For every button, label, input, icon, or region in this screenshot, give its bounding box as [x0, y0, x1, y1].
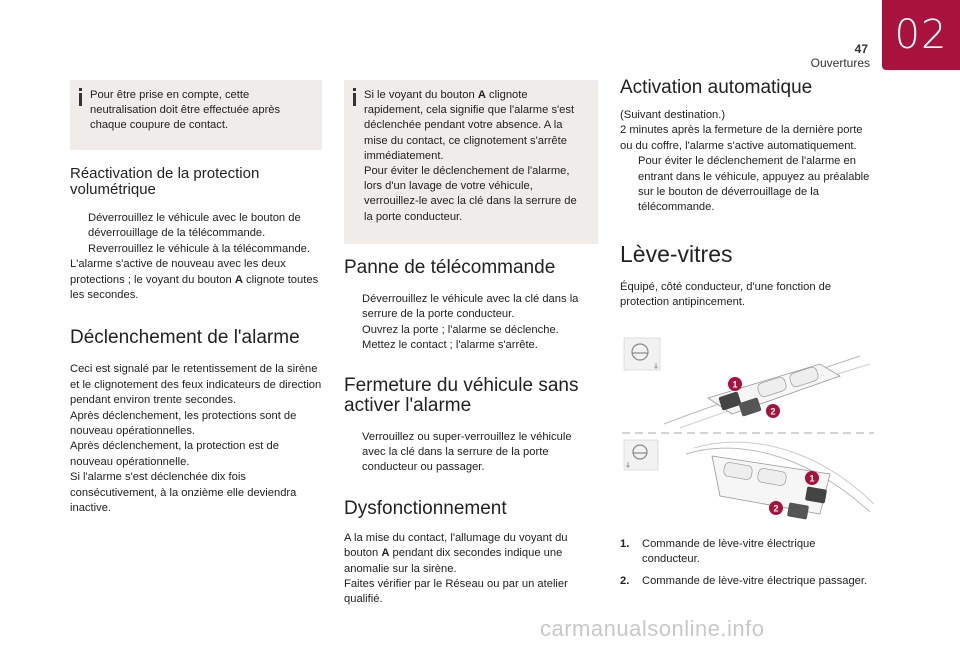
legend-item: 1. Commande de lève-vitre électrique conducteur. [620, 538, 816, 566]
list-item: Déverrouillez le véhicule avec la clé dans la serrure de la porte conducteur. [362, 293, 579, 321]
list-item: Ouvrez la porte ; l'alarme se déclenche. [362, 323, 559, 336]
heading-declenchement: Déclenchement de l'alarme [70, 327, 300, 349]
list-item: Reverrouillez le véhicule à la télécommande. [88, 242, 310, 255]
driver-door-panel [624, 338, 870, 428]
heading-panne: Panne de télécommande [344, 257, 556, 278]
watermark: carmanualsonline.info [540, 616, 765, 641]
activation-paragraph: (Suivant destination.) 2 minutes après la fermeture de la dernière porte ou du coffre, l'alarme s'active automatiquement. [620, 109, 863, 152]
page-number: 47 [854, 42, 868, 56]
info-box-neutralisation [70, 80, 322, 150]
info-text: Si le voyant du bouton A clignote rapidement, cela signifie que l'alarme s'est déclenchée pendant votre absence. A la mise du contact, ce clignotement s'arrête immédiatement. Pour éviter le déclenchement de l'alarme, lors d'un lavage de votre véhicule, verrouillez-le avec la clé dans la serrure de la porte conducteur. [364, 89, 577, 223]
heading-leve-vitres: Lève-vitres [620, 240, 733, 267]
callout-1-lower [805, 471, 819, 485]
info-icon [350, 88, 360, 106]
svg-text:2: 2 [770, 406, 776, 417]
callout-2-upper [766, 404, 780, 418]
activation-list [620, 154, 875, 216]
svg-text:2: 2 [773, 503, 779, 514]
heading-reactivation: Réactivation de la protection volumétrique [70, 165, 260, 198]
passenger-door-panel [624, 440, 874, 520]
steering-wheel-icon-box [624, 338, 660, 370]
list-item: Verrouillez ou super-verrouillez le véhicule avec la clé dans la serrure de la porte conducteur ou passager. [362, 430, 572, 474]
info-box-voyant [344, 80, 598, 244]
window-controls-illustration [620, 336, 876, 530]
callout-2-lower [769, 501, 783, 515]
reactivation-list [70, 211, 322, 257]
section-name: Ouvertures [810, 56, 870, 70]
heading-fermeture: Fermeture du véhicule sans activer l'alarme [344, 374, 579, 416]
dysfonctionnement-paragraph: A la mise du contact, l'allumage du voyant du bouton A pendant dix secondes indique une anomalie sur la sirène. Faites vérifier par le Réseau ou par un atelier qualifié. [344, 531, 568, 606]
list-item: Pour éviter le déclenchement de l'alarme en entrant dans le véhicule, appuyez au préalable sur le bouton de déverrouillage de la télécommande. [638, 155, 870, 214]
svg-text:1: 1 [732, 379, 738, 390]
leve-vitres-legend [620, 537, 875, 595]
legend-item: 2. Commande de lève-vitre électrique passager. [620, 574, 868, 587]
column-left [70, 80, 322, 517]
info-icon [76, 88, 86, 106]
fermeture-list [344, 430, 598, 476]
chapter-tab: 02 [882, 0, 960, 70]
declenchement-paragraph: Ceci est signalé par le retentissement de la sirène et le clignotement des feux indicateurs de direction pendant environ trente secondes. Après déclenchement, les protections sont de nouveau opérationnelles. Après déclenchement, la protection est de nouveau opérationnelle. Si l'alarme s'est déclenchée dix fois consécutivement, à la onzième elle deviendra inactive. [70, 363, 322, 515]
leve-vitres-paragraph: Équipé, côté conducteur, d'une fonction de protection antipincement. [620, 280, 832, 309]
info-text: Pour être prise en compte, cette neutralisation doit être effectuée après chaque coupure de contact. [90, 89, 281, 132]
svg-text:1: 1 [809, 473, 815, 484]
callout-1-upper [728, 377, 742, 391]
column-right [620, 77, 875, 311]
list-item: Déverrouillez le véhicule avec le bouton de déverrouillage de la télécommande. [88, 212, 301, 240]
heading-activation: Activation automatique [620, 77, 813, 98]
column-middle [344, 80, 598, 608]
panne-list [344, 292, 598, 354]
heading-dysfonctionnement: Dysfonctionnement [344, 497, 507, 519]
list-item: Mettez le contact ; l'alarme s'arrête. [362, 339, 538, 352]
reactivation-paragraph: L'alarme s'active de nouveau avec les deux protections ; le voyant du bouton A clignote toutes les secondes. [70, 258, 319, 302]
